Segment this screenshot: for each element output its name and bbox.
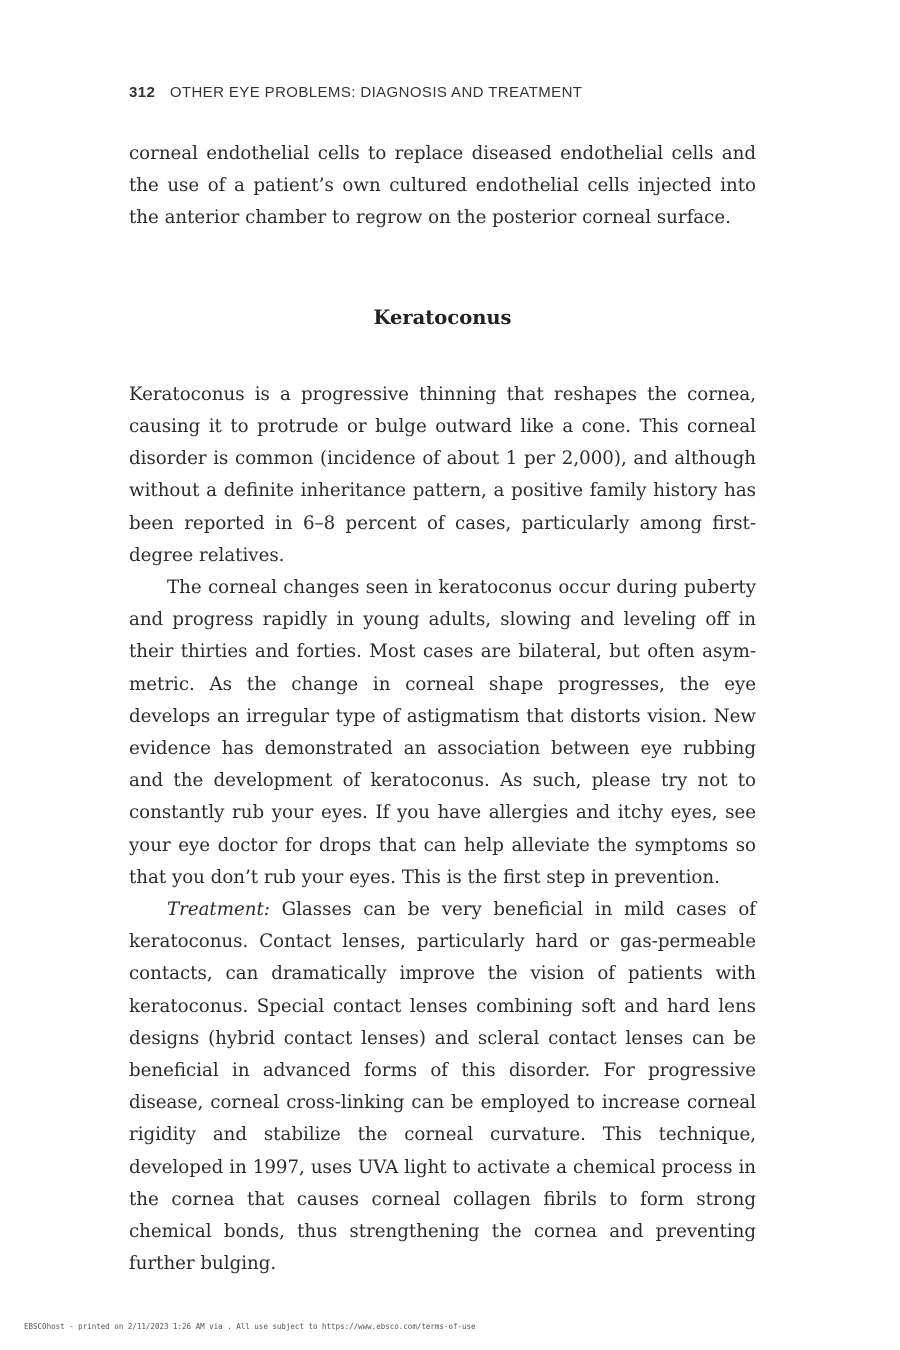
treatment-label: Treatment:	[167, 899, 270, 921]
paragraph-progression: The corneal changes seen in keratoconus occur during puberty and progress rapidly in young adults, slowing and leveling off in their thirties and forties. Most cases are bilateral, but often asymmetric. As the change in corneal shape progresses, the eye develops an irregular type of astigmatism that distorts vision. New evidence has demonstrated an association between eye rubbing and the development of keratoconus. As such, please try not to constantly rub your eyes. If you have allergies and itchy eyes, see your eye doctor for drops that can help alleviate the symptoms so that you don’t rub your eyes. This is the first step in prevention.	[129, 577, 756, 888]
running-title: OTHER EYE PROBLEMS: DIAGNOSIS AND TREATMENT	[169, 84, 583, 101]
paragraph-treatment	[129, 894, 756, 1280]
running-head	[129, 84, 582, 101]
page-body	[129, 138, 756, 1281]
continuation-paragraph: corneal endothelial cells to replace diseased endothelial cells and the use of a patient’s own cultured endothelial cells injected into the anterior chamber to regrow on the posterior corneal surface.	[129, 143, 756, 229]
section-heading: Keratoconus	[373, 305, 512, 329]
paragraph-definition: Keratoconus is a progressive thinning that reshapes the cornea, causing it to protrude or bulge outward like a cone. This corneal disorder is common (incidence of about 1 per 2,000), and although without a definite inheritance pattern, a positive family history has been reported in 6–8 percent of cases, particularly among first-degree relatives.	[129, 383, 756, 566]
page-number: 312	[129, 84, 156, 101]
print-footer: EBSCOhost - printed on 2/11/2023 1:26 AM via . All use subject to https://www.ebsco.com/terms-of-use	[24, 1322, 476, 1331]
treatment-text: Glasses can be very beneficial in mild cases of keratoconus. Contact lenses, particularly hard or gas-permeable contacts, can dramatically improve the vision of patients with keratoconus. Special contact lenses combining soft and hard lens designs (hybrid contact lenses) and scleral contact lenses can be beneficial in advanced forms of this disorder. For progressive disease, corneal cross-linking can be employed to increase corneal rigidity and stabilize the corneal curvature. This technique, developed in 1997, uses UVA light to activate a chemical process in the cornea that causes corneal collagen fibrils to form strong chemical bonds, thus strengthening the cornea and preventing further bulging.	[129, 899, 756, 1275]
